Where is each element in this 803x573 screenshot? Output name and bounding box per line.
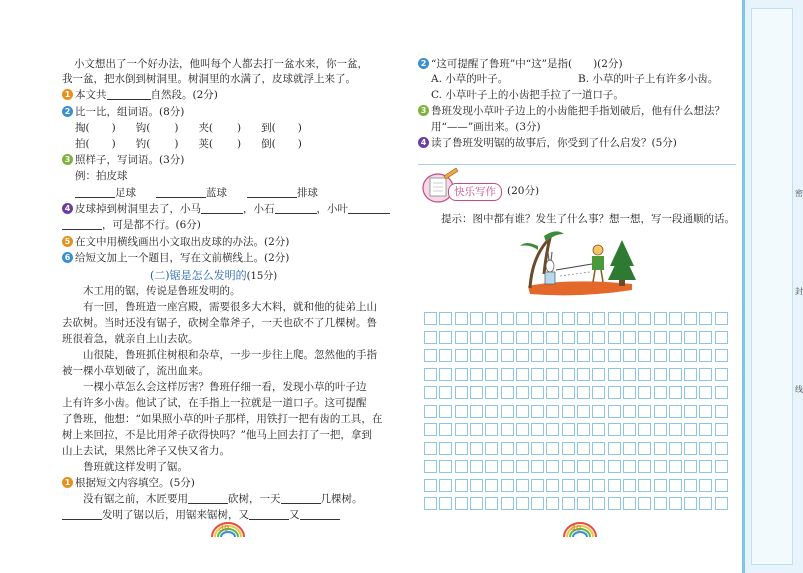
grid-cell[interactable] (577, 368, 590, 381)
grid-cell[interactable] (699, 423, 712, 436)
grid-cell[interactable] (623, 460, 636, 473)
grid-cell[interactable] (562, 442, 575, 455)
binding-strip (742, 0, 803, 573)
grid-cell[interactable] (715, 497, 728, 510)
grid-cell[interactable] (608, 405, 621, 418)
grid-cell[interactable] (485, 460, 498, 473)
seal-label-mi: 密 (795, 189, 803, 198)
grid-cell[interactable] (424, 479, 437, 492)
page-number-left: 39 (219, 524, 230, 533)
grid-cell[interactable] (501, 460, 514, 473)
grid-cell[interactable] (439, 312, 452, 325)
writing-score: (20分) (507, 185, 540, 197)
grid-cell[interactable] (531, 497, 544, 510)
grid-cell[interactable] (699, 386, 712, 399)
grid-cell[interactable] (439, 349, 452, 362)
grid-cell[interactable] (501, 442, 514, 455)
grid-cell[interactable] (669, 442, 682, 455)
grid-cell[interactable] (638, 368, 651, 381)
grid-cell[interactable] (669, 349, 682, 362)
grid-cell[interactable] (439, 368, 452, 381)
question-2: 2 比一比，组词语。(8分) (62, 105, 184, 119)
grid-cell[interactable] (684, 479, 697, 492)
grid-cell[interactable] (684, 312, 697, 325)
grid-cell[interactable] (562, 349, 575, 362)
paragraph-3-l2: 被一棵小草划破了，流出血来。 (62, 365, 209, 377)
grid-cell[interactable] (455, 442, 468, 455)
grid-cell[interactable] (424, 460, 437, 473)
example-text: 例：拍皮球 (75, 170, 128, 182)
paragraph-3-l1: 山很陡，鲁班抓住树根和杂草，一步一步往上爬。忽然他的手指 (83, 349, 377, 361)
grid-cell[interactable] (669, 479, 682, 492)
grid-cell[interactable] (424, 331, 437, 344)
grid-cell[interactable] (577, 331, 590, 344)
grid-cell[interactable] (654, 442, 667, 455)
grid-cell[interactable] (470, 405, 483, 418)
paragraph-5: 鲁班就这样发明了锯。 (83, 461, 188, 473)
grid-cell[interactable] (699, 368, 712, 381)
paragraph-4-l4: 树上来回拉，不是比用斧子砍得快吗？”他马上回去打了一把，拿到 (62, 429, 372, 441)
grid-cell[interactable] (485, 312, 498, 325)
grid-cell[interactable] (638, 442, 651, 455)
grid-cell[interactable] (546, 479, 559, 492)
grid-cell[interactable] (546, 331, 559, 344)
grid-cell[interactable] (516, 349, 529, 362)
grid-cell[interactable] (592, 479, 605, 492)
grid-cell[interactable] (531, 423, 544, 436)
option-b: B. 小草的叶子上有许多小齿。 (578, 73, 719, 85)
grid-cell[interactable] (470, 312, 483, 325)
question-9-line-2: 用“——”画出来。(3分) (431, 121, 541, 133)
grid-cell[interactable] (654, 423, 667, 436)
grid-cell[interactable] (684, 349, 697, 362)
grid-cell[interactable] (669, 331, 682, 344)
grid-cell[interactable] (424, 368, 437, 381)
grid-cell[interactable] (439, 479, 452, 492)
grid-cell[interactable] (638, 479, 651, 492)
grid-cell[interactable] (608, 479, 621, 492)
grid-cell[interactable] (608, 423, 621, 436)
question-number: 6 (62, 252, 73, 263)
grid-cell[interactable] (516, 312, 529, 325)
grid-cell[interactable] (455, 368, 468, 381)
grid-cell[interactable] (501, 312, 514, 325)
grid-cell[interactable] (592, 349, 605, 362)
grid-cell[interactable] (608, 497, 621, 510)
grid-cell[interactable] (623, 497, 636, 510)
grid-cell[interactable] (715, 460, 728, 473)
grid-cell[interactable] (715, 405, 728, 418)
grid-cell[interactable] (623, 442, 636, 455)
grid-cell[interactable] (684, 460, 697, 473)
grid-cell[interactable] (684, 442, 697, 455)
grid-cell[interactable] (562, 331, 575, 344)
grid-cell[interactable] (562, 497, 575, 510)
grid-cell[interactable] (562, 368, 575, 381)
grid-cell[interactable] (699, 479, 712, 492)
grid-cell[interactable] (455, 460, 468, 473)
grid-cell[interactable] (638, 331, 651, 344)
grid-cell[interactable] (470, 368, 483, 381)
grid-cell[interactable] (623, 349, 636, 362)
grid-cell[interactable] (516, 497, 529, 510)
grid-cell[interactable] (699, 405, 712, 418)
grid-cell[interactable] (531, 312, 544, 325)
question-number: 3 (418, 105, 429, 116)
grid-cell[interactable] (455, 405, 468, 418)
grid-cell[interactable] (699, 497, 712, 510)
grid-cell[interactable] (715, 423, 728, 436)
grid-cell[interactable] (531, 442, 544, 455)
grid-cell[interactable] (684, 386, 697, 399)
grid-cell[interactable] (669, 368, 682, 381)
grid-cell[interactable] (470, 479, 483, 492)
grid-cell[interactable] (455, 423, 468, 436)
grid-cell[interactable] (516, 442, 529, 455)
grid-cell[interactable] (608, 460, 621, 473)
grid-cell[interactable] (623, 312, 636, 325)
grid-cell[interactable] (592, 331, 605, 344)
grid-cell[interactable] (455, 349, 468, 362)
divider (418, 164, 736, 165)
grid-cell[interactable] (424, 386, 437, 399)
grid-cell[interactable] (715, 368, 728, 381)
grid-cell[interactable] (516, 423, 529, 436)
grid-cell[interactable] (424, 405, 437, 418)
grid-cell[interactable] (485, 442, 498, 455)
grid-cell[interactable] (608, 442, 621, 455)
grid-cell[interactable] (684, 368, 697, 381)
grid-cell[interactable] (577, 442, 590, 455)
writing-prompt: 提示：图中都有谁？发生了什么事？想一想，写一段通顺的话。 (441, 213, 735, 225)
grid-cell[interactable] (669, 497, 682, 510)
grid-cell[interactable] (608, 386, 621, 399)
grid-cell[interactable] (592, 368, 605, 381)
grid-cell[interactable] (669, 423, 682, 436)
grid-cell[interactable] (470, 331, 483, 344)
grid-cell[interactable] (654, 460, 667, 473)
grid-cell[interactable] (470, 442, 483, 455)
grid-cell[interactable] (638, 386, 651, 399)
question-number: 2 (62, 106, 73, 117)
grid-cell[interactable] (470, 497, 483, 510)
grid-cell[interactable] (531, 331, 544, 344)
grid-cell[interactable] (669, 460, 682, 473)
grid-cell[interactable] (501, 423, 514, 436)
grid-cell[interactable] (531, 405, 544, 418)
grid-cell[interactable] (592, 405, 605, 418)
grid-cell[interactable] (699, 460, 712, 473)
seal-label-feng: 封 (795, 287, 803, 296)
grid-cell[interactable] (623, 368, 636, 381)
q3-blanks: 足球 蓝球 排球 (75, 186, 318, 200)
grid-cell[interactable] (654, 479, 667, 492)
grid-cell[interactable] (684, 423, 697, 436)
section-2-title: (二)锯是怎么发明的(15分) (150, 269, 278, 282)
illustration (520, 226, 640, 308)
grid-cell[interactable] (592, 312, 605, 325)
grid-cell[interactable] (638, 497, 651, 510)
grid-cell[interactable] (562, 460, 575, 473)
option-c: C. 小草叶子上的小齿把手拉了一道口子。 (431, 89, 624, 101)
grid-cell[interactable] (699, 349, 712, 362)
grid-cell[interactable] (470, 349, 483, 362)
grid-cell[interactable] (546, 497, 559, 510)
grid-cell[interactable] (608, 349, 621, 362)
paragraph-4-l1: 一棵小草怎么会这样厉害？鲁班仔细一看，发现小草的叶子边 (83, 381, 367, 393)
grid-cell[interactable] (439, 497, 452, 510)
grid-cell[interactable] (516, 460, 529, 473)
grid-cell[interactable] (715, 479, 728, 492)
grid-cell[interactable] (608, 368, 621, 381)
grid-cell[interactable] (424, 442, 437, 455)
grid-cell[interactable] (516, 386, 529, 399)
grid-cell[interactable] (485, 405, 498, 418)
grid-cell[interactable] (485, 349, 498, 362)
question-number: 4 (62, 203, 73, 214)
grid-cell[interactable] (424, 497, 437, 510)
grid-cell[interactable] (531, 386, 544, 399)
grid-cell[interactable] (577, 479, 590, 492)
grid-cell[interactable] (577, 405, 590, 418)
grid-cell[interactable] (501, 386, 514, 399)
option-a: A. 小草的叶子。 (431, 73, 509, 85)
intro-line-2: 我一盆，把水倒到树洞里。树洞里的水满了，皮球就浮上来了。 (62, 73, 356, 85)
grid-cell[interactable] (562, 312, 575, 325)
grid-cell[interactable] (654, 386, 667, 399)
question-number: 1 (62, 477, 73, 488)
grid-cell[interactable] (592, 497, 605, 510)
grid-cell[interactable] (455, 497, 468, 510)
grid-cell[interactable] (654, 312, 667, 325)
grid-cell[interactable] (638, 405, 651, 418)
q4-continue: ，可是都不行。(6分) (62, 218, 201, 232)
grid-cell[interactable] (684, 405, 697, 418)
grid-cell[interactable] (715, 386, 728, 399)
question-number: 5 (62, 236, 73, 247)
grid-cell[interactable] (654, 349, 667, 362)
page-number-right: 40 (571, 524, 582, 533)
grid-cell[interactable] (608, 331, 621, 344)
grid-cell[interactable] (577, 497, 590, 510)
fill-line-2: 发明了锯以后，用锯来锯树，又 又 (62, 508, 340, 522)
grid-cell[interactable] (577, 349, 590, 362)
grid-cell[interactable] (577, 312, 590, 325)
grid-cell[interactable] (562, 423, 575, 436)
grid-cell[interactable] (470, 386, 483, 399)
grid-cell[interactable] (577, 423, 590, 436)
grid-cell[interactable] (699, 442, 712, 455)
grid-cell[interactable] (546, 460, 559, 473)
grid-cell[interactable] (531, 460, 544, 473)
grid-cell[interactable] (623, 479, 636, 492)
grid-cell[interactable] (715, 331, 728, 344)
grid-cell[interactable] (623, 405, 636, 418)
grid-cell[interactable] (654, 368, 667, 381)
grid-cell[interactable] (715, 442, 728, 455)
grid-cell[interactable] (638, 423, 651, 436)
grid-cell[interactable] (485, 331, 498, 344)
grid-cell[interactable] (455, 386, 468, 399)
question-7: 1 根据短文内容填空。(5分) (62, 476, 195, 490)
words-row-2: 拍( ) 钓( ) 荚( ) 倒( ) (75, 138, 302, 150)
grid-cell[interactable] (592, 442, 605, 455)
paragraph-2-l3: 班很着急，就亲自上山去砍。 (62, 333, 199, 345)
grid-cell[interactable] (669, 386, 682, 399)
grid-cell[interactable] (485, 479, 498, 492)
grid-cell[interactable] (654, 405, 667, 418)
grid-cell[interactable] (715, 312, 728, 325)
grid-cell[interactable] (501, 331, 514, 344)
paragraph-4-l2: 上有许多小齿。他试了试，在手指上一拉就是一道口子。这可提醒 (62, 397, 367, 409)
grid-cell[interactable] (623, 386, 636, 399)
tree-icon (608, 240, 636, 286)
grid-cell[interactable] (516, 331, 529, 344)
grid-cell[interactable] (654, 331, 667, 344)
question-5: 5 在文中用横线画出小文取出皮球的办法。(2分) (62, 235, 289, 249)
paragraph-2-l2: 去砍树。当时还没有锯子，砍树全靠斧子，一天也砍不了几棵树。鲁 (62, 317, 377, 329)
grid-cell[interactable] (684, 497, 697, 510)
grid-cell[interactable] (439, 442, 452, 455)
question-4: 4 皮球掉到树洞里去了，小马 ，小石 ，小叶 (62, 202, 390, 216)
paragraph-1: 木工用的锯，传说是鲁班发明的。 (83, 285, 241, 297)
question-number: 3 (62, 154, 73, 165)
question-1: 1 本文共 自然段。(2分) (62, 88, 218, 102)
binding-strip-inner (751, 8, 793, 565)
grid-cell[interactable] (546, 386, 559, 399)
grid-cell[interactable] (654, 497, 667, 510)
grid-cell[interactable] (546, 442, 559, 455)
writing-grid[interactable] (424, 312, 730, 512)
question-9: 3 鲁班发现小草叶子边上的小齿能把手指划破后，他有什么想法？ (418, 104, 725, 118)
grid-cell[interactable] (546, 312, 559, 325)
grid-cell[interactable] (699, 331, 712, 344)
grid-cell[interactable] (562, 386, 575, 399)
question-number: 4 (418, 137, 429, 148)
grid-cell[interactable] (546, 405, 559, 418)
grid-cell[interactable] (424, 423, 437, 436)
grid-cell[interactable] (485, 497, 498, 510)
grid-cell[interactable] (531, 349, 544, 362)
paragraph-2-l1: 有一回，鲁班造一座宫殿，需要很多大木料，就和他的徒弟上山 (83, 301, 377, 313)
grid-cell[interactable] (577, 460, 590, 473)
grid-cell[interactable] (485, 386, 498, 399)
grid-cell[interactable] (501, 349, 514, 362)
grid-cell[interactable] (470, 423, 483, 436)
grid-cell[interactable] (531, 368, 544, 381)
paragraph-4-l5: 山上去试，果然比斧子又快又省力。 (62, 445, 230, 457)
grid-cell[interactable] (592, 386, 605, 399)
grid-cell[interactable] (501, 479, 514, 492)
grid-cell[interactable] (546, 349, 559, 362)
grid-cell[interactable] (592, 423, 605, 436)
grid-cell[interactable] (684, 331, 697, 344)
grid-cell[interactable] (715, 349, 728, 362)
question-number: 1 (62, 89, 73, 100)
grid-cell[interactable] (608, 312, 621, 325)
fill-line-1: 没有锯之前，木匠要用 砍树，一天 几棵树。 (83, 493, 363, 505)
grid-cell[interactable] (485, 368, 498, 381)
grid-cell[interactable] (546, 423, 559, 436)
question-8: 2 “这可提醒了鲁班”中“这”是指( )(2分) (418, 57, 623, 71)
grid-cell[interactable] (455, 331, 468, 344)
paragraph-4-l3: 了鲁班，他想：“如果照小草的叶子那样，用铁打一把有齿的工具，在 (62, 413, 383, 425)
grid-cell[interactable] (501, 497, 514, 510)
grid-cell[interactable] (439, 405, 452, 418)
grid-cell[interactable] (424, 349, 437, 362)
question-10: 4 读了鲁班发明锯的故事后，你受到了什么启发？(5分) (418, 136, 677, 150)
grid-cell[interactable] (424, 312, 437, 325)
grid-cell[interactable] (562, 479, 575, 492)
grid-cell[interactable] (638, 349, 651, 362)
fox-icon (592, 245, 604, 282)
question-3: 3 照样子，写词语。(3分) (62, 153, 184, 167)
grid-cell[interactable] (638, 312, 651, 325)
seal-label-xian: 线 (795, 385, 803, 394)
question-6: 6 给短文加上一个题目，写在文前横线上。(2分) (62, 251, 289, 265)
grid-cell[interactable] (516, 405, 529, 418)
grid-cell[interactable] (455, 312, 468, 325)
grid-cell[interactable] (439, 386, 452, 399)
grid-cell[interactable] (577, 386, 590, 399)
grid-cell[interactable] (470, 460, 483, 473)
grid-cell[interactable] (485, 423, 498, 436)
grid-cell[interactable] (546, 368, 559, 381)
writing-section-title: 快乐写作 (448, 183, 502, 201)
grid-cell[interactable] (531, 479, 544, 492)
grid-cell[interactable] (516, 479, 529, 492)
grid-cell[interactable] (501, 368, 514, 381)
grid-cell[interactable] (669, 312, 682, 325)
words-row-1: 掏( ) 钩( ) 夹( ) 到( ) (75, 122, 302, 134)
grid-cell[interactable] (699, 312, 712, 325)
answer-blank[interactable] (107, 88, 151, 100)
grid-cell[interactable] (501, 405, 514, 418)
grid-cell[interactable] (638, 460, 651, 473)
grid-cell[interactable] (623, 331, 636, 344)
question-number: 2 (418, 58, 429, 69)
grid-cell[interactable] (439, 331, 452, 344)
grid-cell[interactable] (623, 423, 636, 436)
grid-cell[interactable] (592, 460, 605, 473)
grid-cell[interactable] (455, 479, 468, 492)
intro-line-1: 小文想出了一个好办法，他叫每个人都去打一盆水来，你一盆， (74, 58, 368, 70)
grid-cell[interactable] (669, 405, 682, 418)
grid-cell[interactable] (516, 368, 529, 381)
grid-cell[interactable] (439, 460, 452, 473)
grid-cell[interactable] (439, 423, 452, 436)
grid-cell[interactable] (562, 405, 575, 418)
